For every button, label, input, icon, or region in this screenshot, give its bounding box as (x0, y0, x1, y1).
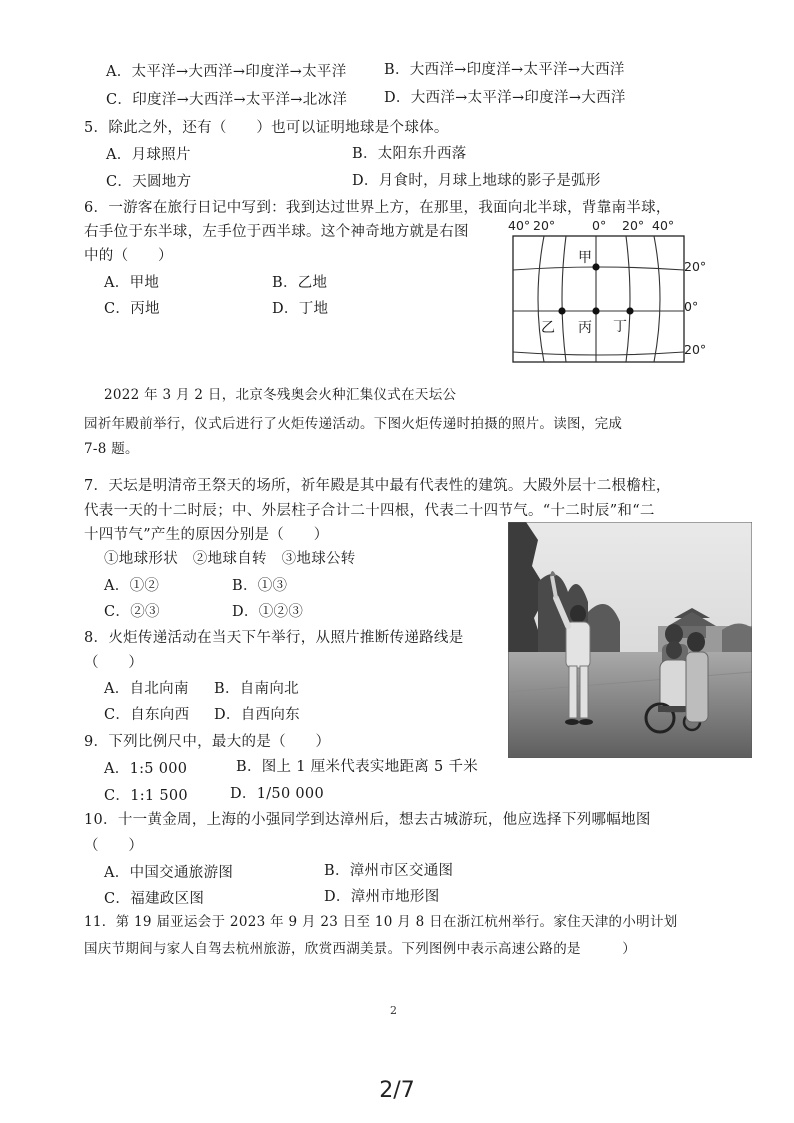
q7-option-d: D．①②③ (232, 604, 304, 620)
label-bing: 丙 (578, 320, 592, 336)
q8-stem-line2: （ ） (84, 655, 144, 671)
q7-stem-line2: 代表一天的十二时辰；中、外层柱子合计二十四根，代表二十四节气。“十二时辰”和“二 (84, 503, 655, 519)
q8-stem-line1: 8．火炬传递活动在当天下午举行，从照片推断传递路线是 (84, 630, 464, 646)
page-indicator: 2/7 (379, 1078, 415, 1103)
q7-choices: ①地球形状 ②地球自转 ③地球公转 (104, 551, 356, 567)
point-ding (626, 307, 633, 314)
q7-stem-line1: 7．天坛是明清帝王祭天的场所，祈年殿是其中最有代表性的建筑。大殿外层十二根檐柱， (84, 478, 671, 494)
torch-relay-photo (508, 522, 752, 758)
q7-option-a: A．①② (104, 578, 160, 594)
q6-option-a: A．甲地 (104, 275, 160, 291)
meridian-20e (626, 236, 630, 362)
q9-option-c: C．1:1 500 (104, 788, 188, 804)
lat-label-20s: 20° (684, 342, 707, 357)
q6-stem-line1: 6．一游客在旅行日记中写到：我到达过世界上方，在那里，我面向北半球，背靠南半球， (84, 200, 671, 216)
q9-option-d: D．1/50 000 (230, 786, 324, 802)
q5-option-b: B．太阳东升西落 (352, 146, 467, 162)
point-jia (592, 263, 599, 270)
q7-option-c: C．②③ (104, 604, 160, 620)
q6-stem-line3: 中的（ ） (84, 248, 173, 264)
intro-line1: 2022 年 3 月 2 日，北京冬残奥会火种汇集仪式在天坛公 (104, 387, 457, 403)
label-yi: 乙 (541, 320, 555, 336)
point-yi (558, 307, 565, 314)
q4-option-b: B．大西洋→印度洋→太平洋→大西洋 (384, 62, 625, 78)
q11-stem-line2: 国庆节期间与家人自驾去杭州旅游，欣赏西湖美景。下列图例中表示高速公路的是 ） (84, 941, 636, 957)
q7-option-b: B．①③ (232, 578, 288, 594)
q6-option-c: C．丙地 (104, 301, 160, 317)
q10-stem-line2: （ ） (84, 838, 144, 854)
q11-stem-line1: 11．第 19 届亚运会于 2023 年 9 月 23 日至 10 月 8 日在浙江杭州举行。家住天津的小明计划 (84, 914, 678, 930)
q5-stem: 5．除此之外，还有（ ）也可以证明地球是个球体。 (84, 120, 449, 136)
q9-stem: 9．下列比例尺中，最大的是（ ） (84, 734, 331, 750)
q9-option-a: A．1:5 000 (104, 761, 188, 777)
page-number: 2 (390, 1004, 397, 1017)
q6-stem-line2: 右手位于东半球，左手位于西半球。这个神奇地方就是右图 (84, 224, 469, 240)
q10-stem-line1: 10．十一黄金周，上海的小强同学到达漳州后，想去古城游玩，他应选择下列哪幅地图 (84, 812, 651, 828)
q10-option-c: C．福建政区图 (104, 891, 205, 907)
intro-line3: 7-8 题。 (84, 441, 139, 457)
q9-option-b: B．图上 1 厘米代表实地距离 5 千米 (236, 759, 479, 775)
point-bing (592, 307, 599, 314)
q8-option-a: A．自北向南 (104, 681, 189, 697)
meridian-40w (538, 236, 544, 362)
q6-option-b: B．乙地 (272, 275, 328, 291)
q5-option-d: D．月食时，月球上地球的影子是弧形 (352, 173, 601, 189)
label-ding: 丁 (613, 319, 627, 335)
q5-option-c: C．天圆地方 (106, 174, 192, 190)
q10-option-a: A．中国交通旅游图 (104, 865, 234, 881)
q5-option-a: A．月球照片 (106, 147, 191, 163)
graticule-map-figure (508, 214, 714, 366)
lat-label-0: 0° (684, 299, 699, 314)
lon-label-40e: 40° (652, 218, 675, 233)
lon-label-20e: 20° (622, 218, 645, 233)
q4-option-d: D．大西洋→太平洋→印度洋→大西洋 (384, 90, 626, 106)
meridian-20w (562, 236, 566, 362)
q7-stem-line3: 十四节气”产生的原因分别是（ ） (84, 527, 329, 543)
lat-label-20n: 20° (684, 259, 707, 274)
q8-option-d: D．自西向东 (214, 707, 300, 723)
map-frame (513, 236, 684, 362)
lon-label-20w: 20° (533, 218, 556, 233)
label-jia: 甲 (578, 250, 592, 266)
intro-line2: 园祈年殿前举行，仪式后进行了火炬传递活动。下图火炬传递时拍摄的照片。读图，完成 (84, 416, 623, 432)
q8-option-b: B．自南向北 (214, 681, 299, 697)
q4-option-a: A．太平洋→大西洋→印度洋→太平洋 (106, 64, 347, 80)
meridian-40e (654, 236, 660, 362)
lon-label-0: 0° (592, 218, 607, 233)
lon-label-40w: 40° (508, 218, 531, 233)
q6-option-d: D．丁地 (272, 301, 329, 317)
q10-option-d: D．漳州市地形图 (324, 889, 440, 905)
parallel-20s (513, 352, 684, 355)
q10-option-b: B．漳州市区交通图 (324, 863, 454, 879)
q4-option-c: C．印度洋→大西洋→太平洋→北冰洋 (106, 92, 348, 108)
q8-option-c: C．自东向西 (104, 707, 190, 723)
